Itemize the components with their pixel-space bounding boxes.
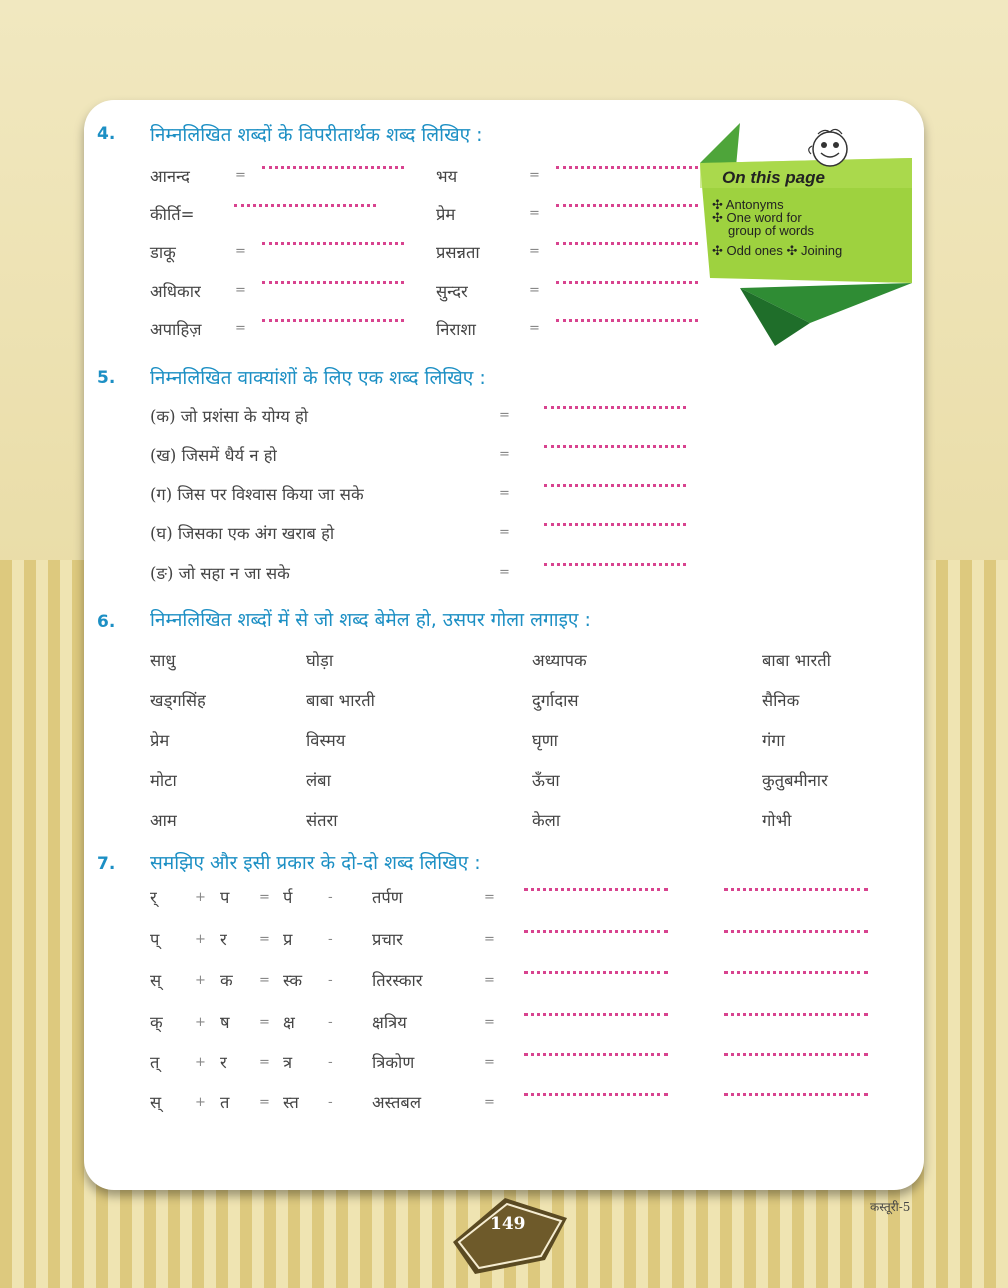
letter-b: ष [220,1013,230,1032]
odd-one-word[interactable]: खड्गसिंह [150,691,206,710]
equals-sign: = [484,1095,495,1110]
equals-sign: = [484,973,495,988]
conjunct: क्ष [283,1013,295,1032]
answer-blank[interactable] [724,930,868,933]
banner-item: ✣ Antonyms [712,197,784,212]
letter-b: र [220,1053,227,1072]
equals-sign: = [529,283,540,298]
answer-blank[interactable] [524,971,668,974]
letter-b: प [220,888,230,907]
question-heading: निम्नलिखित शब्दों में से जो शब्द बेमेल हो, उसपर गोला लगाइए : [150,609,591,631]
phrase: (ग) जिस पर विश्वास किया जा सके [150,485,364,504]
letter-b: त [220,1093,230,1112]
odd-one-word[interactable]: घृणा [532,731,558,750]
answer-blank[interactable] [544,445,686,448]
question-number: 4. [97,124,116,144]
odd-one-word[interactable]: साधु [150,651,176,670]
odd-one-word[interactable]: दुर्गादास [532,691,579,710]
phrase: (ङ) जो सहा न जा सके [150,564,290,583]
banner-title: On this page [722,168,825,187]
dash: - [328,1015,333,1030]
plus-sign: + [195,932,206,947]
phrase: (ख) जिसमें धैर्य न हो [150,446,277,465]
equals-sign: = [484,1015,495,1030]
word: प्रेम [436,205,456,224]
answer-blank[interactable] [262,242,404,245]
equals-sign: = [499,565,510,580]
answer-blank[interactable] [724,1053,868,1056]
letter-a: क् [150,1013,163,1032]
answer-blank[interactable] [724,1093,868,1096]
answer-blank[interactable] [556,242,698,245]
example-word: प्रचार [372,930,403,949]
plus-sign: + [195,1055,206,1070]
equals-sign: = [259,1015,270,1030]
odd-one-word[interactable]: बाबा भारती [306,691,375,710]
page-number-badge [445,1190,577,1280]
word: कीर्ति= [150,205,195,224]
word: अधिकार [150,282,201,301]
letter-a: स् [150,1093,162,1112]
conjunct: त्र [283,1053,293,1072]
answer-blank[interactable] [544,406,686,409]
question-heading: समझिए और इसी प्रकार के दो-दो शब्द लिखिए : [150,852,481,874]
answer-blank[interactable] [724,971,868,974]
equals-sign: = [259,1055,270,1070]
equals-sign: = [499,486,510,501]
letter-b: र [220,930,227,949]
conjunct: र्प [283,888,293,907]
plus-sign: + [195,973,206,988]
conjunct: प्र [283,930,293,949]
answer-blank[interactable] [556,166,698,169]
answer-blank[interactable] [262,319,404,322]
odd-one-word[interactable]: गंगा [762,731,785,750]
dash: - [328,1055,333,1070]
dash: - [328,973,333,988]
answer-blank[interactable] [262,166,404,169]
answer-blank[interactable] [556,204,698,207]
equals-sign: = [484,932,495,947]
word: अपाहिज़ [150,320,202,339]
example-word: तिरस्कार [372,971,423,990]
plus-sign: + [195,1095,206,1110]
equals-sign: = [529,321,540,336]
letter-b: क [220,971,233,990]
equals-sign: = [499,447,510,462]
answer-blank[interactable] [556,319,698,322]
odd-one-word[interactable]: संतरा [306,811,338,830]
dash: - [328,890,333,905]
equals-sign: = [259,932,270,947]
page-number: 149 [490,1214,526,1234]
example-word: अस्तबल [372,1093,422,1112]
banner-item: ✣ One word for [712,210,802,225]
answer-blank[interactable] [544,523,686,526]
odd-one-word[interactable]: लंबा [306,771,331,790]
phrase: (क) जो प्रशंसा के योग्य हो [150,407,309,426]
letter-a: त् [150,1053,160,1072]
equals-sign: = [235,168,246,183]
answer-blank[interactable] [724,1013,868,1016]
conjunct: स्त [283,1093,299,1112]
equals-sign: = [259,1095,270,1110]
plus-sign: + [195,1015,206,1030]
odd-one-word[interactable]: सैनिक [762,691,800,710]
answer-blank[interactable] [524,888,668,891]
odd-one-word[interactable]: अध्यापक [532,651,587,670]
letter-a: प् [150,930,160,949]
dash: - [328,932,333,947]
equals-sign: = [529,206,540,221]
example-word: त्रिकोण [372,1053,415,1072]
equals-sign: = [259,890,270,905]
conjunct: स्क [283,971,303,990]
plus-sign: + [195,890,206,905]
odd-one-word[interactable]: ऊँचा [532,771,560,790]
question-number: 7. [97,854,116,874]
answer-blank[interactable] [524,1053,668,1056]
odd-one-word[interactable]: गोभी [762,811,792,830]
answer-blank[interactable] [524,1093,668,1096]
odd-one-word[interactable]: प्रेम [150,731,170,750]
question-heading: निम्नलिखित शब्दों के विपरीतार्थक शब्द लिखिए : [150,124,483,146]
answer-blank[interactable] [524,930,668,933]
odd-one-word[interactable]: आम [150,811,177,830]
odd-one-word[interactable]: कुतुबमीनार [762,771,828,790]
question-heading: निम्नलिखित वाक्यांशों के लिए एक शब्द लिखिए : [150,367,486,389]
word: भय [436,167,458,186]
letter-a: र् [150,888,157,907]
answer-blank[interactable] [556,281,698,284]
answer-blank[interactable] [724,888,868,891]
question-number: 5. [97,368,116,388]
book-name: कस्तूरी-5 [870,1200,911,1214]
word: सुन्दर [436,282,468,301]
letter-a: स् [150,971,162,990]
word: डाकू [150,243,176,262]
equals-sign: = [484,1055,495,1070]
answer-blank[interactable] [524,1013,668,1016]
equals-sign: = [499,525,510,540]
dash: - [328,1095,333,1110]
equals-sign: = [259,973,270,988]
odd-one-word[interactable]: विस्मय [306,731,346,750]
equals-sign: = [529,244,540,259]
word: निराशा [436,320,476,339]
equals-sign: = [235,321,246,336]
equals-sign: = [235,283,246,298]
equals-sign: = [484,890,495,905]
example-word: तर्पण [372,888,403,907]
odd-one-word[interactable]: केला [532,811,561,830]
odd-one-word[interactable]: घोड़ा [306,651,334,670]
question-number: 6. [97,612,116,632]
answer-blank[interactable] [234,204,376,207]
phrase: (घ) जिसका एक अंग खराब हो [150,524,335,543]
word: आनन्द [150,167,190,186]
equals-sign: = [529,168,540,183]
answer-blank[interactable] [544,563,686,566]
banner-item: group of words [728,223,814,238]
word: प्रसन्नता [436,243,480,262]
equals-sign: = [235,244,246,259]
odd-one-word[interactable]: बाबा भारती [762,651,831,670]
answer-blank[interactable] [262,281,404,284]
answer-blank[interactable] [544,484,686,487]
odd-one-word[interactable]: मोटा [150,771,177,790]
equals-sign: = [499,408,510,423]
example-word: क्षत्रिय [372,1013,407,1032]
banner-item: ✣ Odd ones ✣ Joining [712,243,843,258]
